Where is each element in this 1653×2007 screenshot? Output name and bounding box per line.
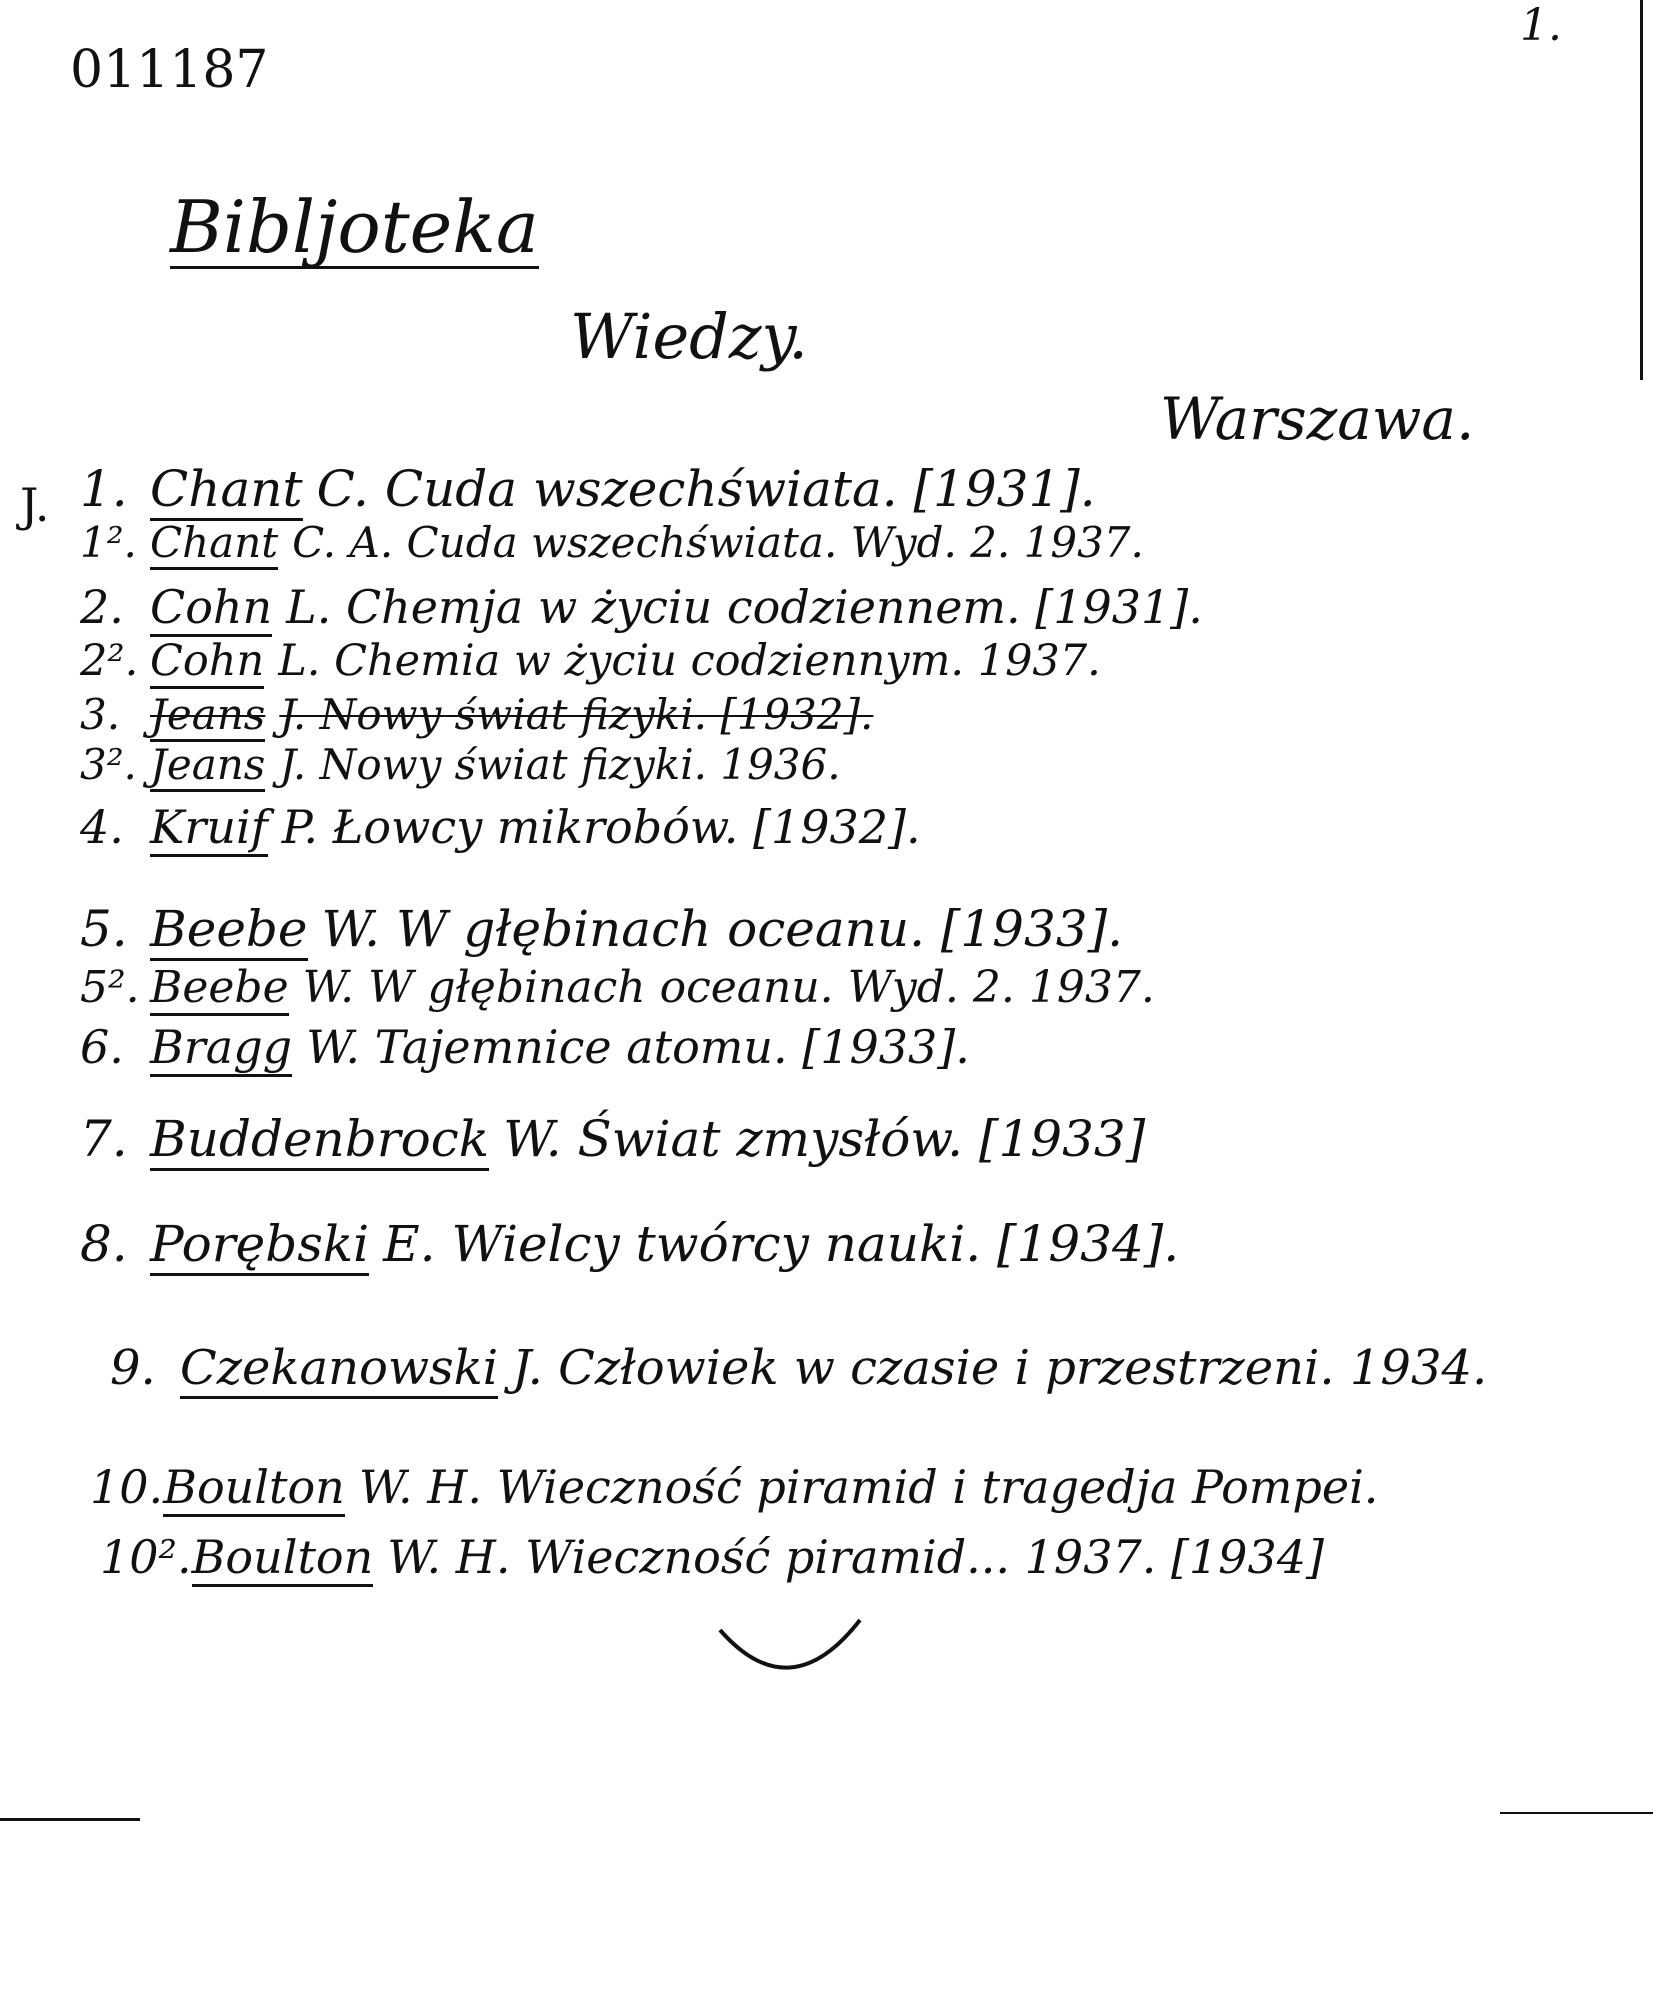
entry-number: 6. (80, 1020, 124, 1074)
entry-author: Beebe (150, 900, 308, 961)
entry-number: 5. (80, 900, 128, 958)
entry-title: J. Człowiek w czasie i przestrzeni. 1934. (512, 1340, 1488, 1396)
entry-number: 7. (80, 1110, 128, 1168)
entry-title: P. Łowcy mikrobów. [1932]. (281, 800, 921, 854)
entry-number: 3². (80, 740, 137, 789)
catalog-entry (80, 1110, 1145, 1168)
catalog-entry (80, 518, 1144, 567)
entry-title: W. Tajemnice atomu. [1933]. (306, 1020, 970, 1074)
entry-title: J. Nowy świat fizyki. [1932]. (279, 690, 874, 739)
entry-author: Bragg (150, 1020, 292, 1077)
entry-number: 5². (80, 962, 140, 1013)
entry-title: W. W głębinach oceanu. [1933]. (321, 900, 1124, 958)
catalog-entry (80, 1020, 970, 1074)
catalog-entry (80, 740, 841, 789)
series-subtitle: Wiedzy. (570, 300, 809, 373)
entry-number: 2. (80, 580, 124, 634)
entry-author: Jeans (150, 740, 265, 792)
entry-author: Porębski (150, 1215, 369, 1276)
entry-number: 8. (80, 1215, 128, 1273)
entry-author: Boulton (163, 1460, 345, 1517)
entry-title: E. Wielcy twórcy nauki. [1934]. (383, 1215, 1180, 1273)
entry-number: 10. (90, 1460, 164, 1514)
entry-author: Boulton (192, 1530, 374, 1587)
entry-author: Chant (150, 460, 303, 521)
entry-author: Czekanowski (180, 1340, 498, 1399)
entry-author: Buddenbrock (150, 1110, 489, 1171)
entry-author: Cohn (150, 580, 272, 637)
catalog-entry (80, 900, 1123, 958)
entry-number: 1. (80, 460, 128, 518)
entry-number: 10². (100, 1530, 192, 1584)
entry-author: Kruif (150, 800, 268, 857)
entry-title: W. W głębinach oceanu. Wyd. 2. 1937. (302, 962, 1155, 1013)
section-label: J. (20, 478, 50, 532)
entry-title: W. Świat zmysłów. [1933] (503, 1110, 1146, 1168)
catalog-entry (80, 636, 1101, 686)
card-edge-right (1500, 1812, 1653, 1814)
catalog-index-number: 011187 (70, 40, 269, 100)
entry-author: Cohn (150, 636, 264, 689)
page-corner-number: 1. (1520, 0, 1562, 51)
catalog-entry (90, 1460, 1378, 1514)
catalog-entry (80, 460, 1096, 518)
series-title: Bibljoteka (170, 185, 539, 269)
entry-title: W. H. Wieczność piramid... 1937. [1934] (387, 1530, 1324, 1584)
entry-author: Beebe (150, 962, 289, 1016)
entry-author: Chant (150, 518, 278, 570)
entry-number: 4. (80, 800, 124, 854)
entry-number: 1². (80, 518, 137, 567)
entry-number: 9. (110, 1340, 156, 1396)
entry-title: L. Chemia w życiu codziennym. 1937. (278, 636, 1101, 686)
entry-number: 2². (80, 636, 139, 686)
entry-author: Jeans (150, 690, 265, 742)
card-edge-vertical (1640, 0, 1643, 380)
catalog-entry (80, 962, 1155, 1013)
card-edge-left (0, 1818, 140, 1821)
entry-title: C. Cuda wszechświata. [1931]. (316, 460, 1096, 518)
catalog-entry (110, 1340, 1487, 1396)
catalog-entry (80, 1215, 1179, 1273)
entry-title: L. Chemja w życiu codziennem. [1931]. (286, 580, 1203, 634)
entry-title: W. H. Wieczność piramid i tragedja Pompei. (358, 1460, 1379, 1514)
entry-title: C. A. Cuda wszechświata. Wyd. 2. 1937. (292, 518, 1144, 567)
catalog-entry (80, 800, 921, 854)
entry-number: 3. (80, 690, 121, 739)
publisher-city: Warszawa. (1160, 385, 1475, 453)
catalog-entry-struck (80, 690, 873, 739)
closing-flourish (700, 1600, 880, 1690)
entry-title: J. Nowy świat fizyki. 1936. (279, 740, 841, 789)
catalog-entry (100, 1530, 1324, 1584)
catalog-entry (80, 580, 1203, 634)
